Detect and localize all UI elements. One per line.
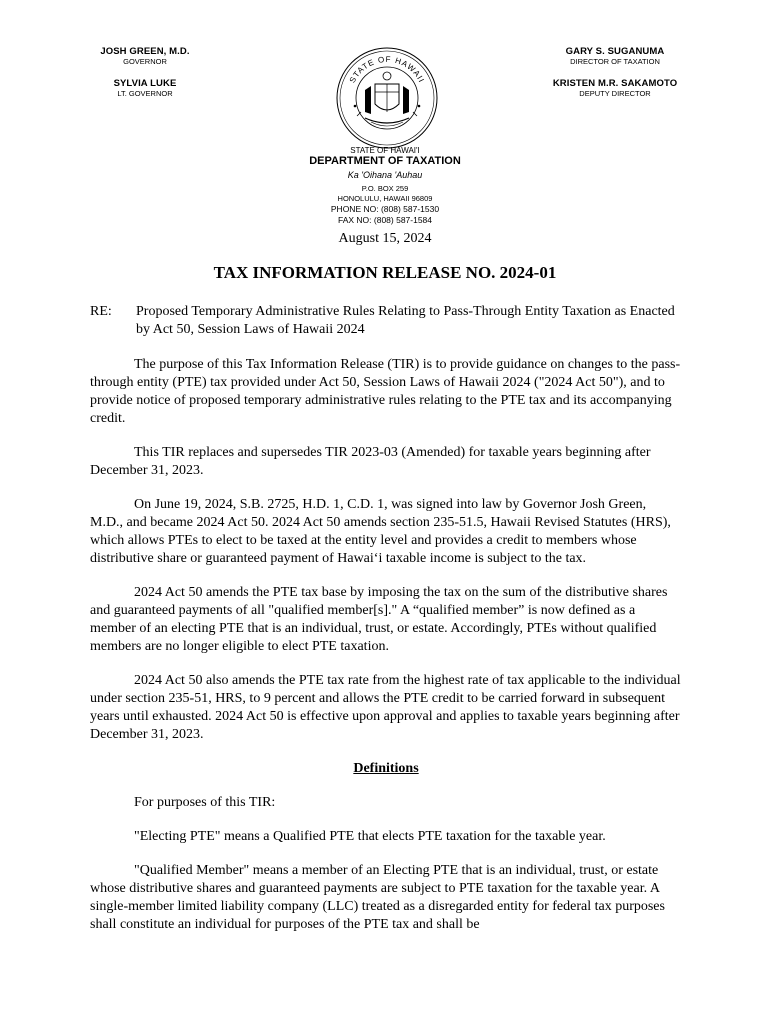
mailing-address — [235, 184, 535, 203]
state-name: STATE OF HAWAI'I — [350, 146, 420, 155]
director-title: DIRECTOR OF TAXATION — [570, 57, 660, 66]
city-line: HONOLULU, HAWAII 96809 — [337, 193, 433, 203]
body-paragraph: 2024 Act 50 also amends the PTE tax rate from the highest rate of tax applicable to the individual under section 235-51, HRS, to 9 percent and allows the PTE credit to be carried forward in subsequent years until exhausted. 2024 Act 50 is effective upon approval and applies to taxable years beginning after December 31, 2023. — [90, 673, 681, 742]
deputy-name: KRISTEN M.R. SAKAMOTO — [552, 78, 678, 89]
governor-title: GOVERNOR — [123, 57, 167, 66]
fax-number: FAX NO: (808) 587-1584 — [337, 214, 433, 225]
re-line — [90, 303, 680, 339]
re-subject: Proposed Temporary Administrative Rules Relating to Pass-Through Entity Taxation as Enacted by Act 50, Session Laws of Hawaii 2024 — [136, 304, 675, 337]
seal-text: STATE OF HAWAII — [347, 54, 427, 85]
po-box: P.O. BOX 259 — [361, 184, 409, 193]
document-body — [90, 356, 682, 950]
governor-block — [70, 46, 220, 67]
lt-governor-block — [70, 78, 220, 99]
definitions-heading: Definitions — [353, 761, 419, 776]
lt-governor-title: LT. GOVERNOR — [117, 89, 173, 98]
re-label: RE: — [90, 304, 112, 319]
definition-paragraph: For purposes of this TIR: — [134, 795, 276, 810]
document-date: August 15, 2024 — [338, 231, 432, 246]
definition-paragraph: "Electing PTE" means a Qualified PTE that elects PTE taxation for the taxable year. — [134, 829, 606, 844]
director-name: GARY S. SUGANUMA — [565, 46, 665, 57]
department-motto: Ka 'Oihana 'Auhau — [347, 170, 423, 180]
deputy-title: DEPUTY DIRECTOR — [579, 89, 651, 98]
body-paragraph: On June 19, 2024, S.B. 2725, H.D. 1, C.D. 1, was signed into law by Governor Josh Green, M.D., and became 2024 Act 50. 2024 Act 50 amends section 235-51.5, Hawaii Revised Statutes (HRS), which allows PTEs to elect to be taxed at the entity level and provides a credit to members whose distributive share or guaranteed payment of Hawai‘i taxable income is subject to the tax. — [90, 497, 671, 566]
governor-name: JOSH GREEN, M.D. — [100, 46, 190, 57]
contact-numbers — [235, 204, 535, 225]
body-paragraph: This TIR replaces and supersedes TIR 2023-03 (Amended) for taxable years beginning after December 31, 2023. — [90, 445, 651, 478]
body-paragraph: 2024 Act 50 amends the PTE tax base by imposing the tax on the sum of the distributive shares and guaranteed payments of all "qualified member[s]." A “qualified member” is now defined as a member of an electing PTE that is an individual, trust, or estate. Accordingly, PTEs without qualified members are no longer eligible to elect PTE taxation. — [90, 585, 668, 654]
definition-paragraph: "Qualified Member" means a member of an Electing PTE that is an individual, trust, or estate whose distributive shares and guaranteed payments are subject to PTE taxation for the taxable year. A single-member limited liability company (LLC) treated as a disregarded entity for federal tax purposes shall constitute an individual for purposes of the PTE tax and shall be — [90, 863, 665, 932]
deputy-block — [530, 78, 700, 99]
state-seal-icon — [335, 46, 439, 150]
phone-number: PHONE NO: (808) 587-1530 — [330, 204, 440, 214]
document-title: TAX INFORMATION RELEASE NO. 2024-01 — [213, 263, 557, 282]
body-paragraph: The purpose of this Tax Information Release (TIR) is to provide guidance on changes to the pass-through entity (PTE) tax provided under Act 50, Session Laws of Hawaii 2024 ("2024 Act 50"), and to provide notice of proposed temporary administrative rules relating to the PTE tax and its accompanying credit. — [90, 357, 681, 426]
department-name: DEPARTMENT OF TAXATION — [309, 155, 461, 167]
lt-governor-name: SYLVIA LUKE — [113, 78, 177, 89]
director-block — [530, 46, 700, 67]
